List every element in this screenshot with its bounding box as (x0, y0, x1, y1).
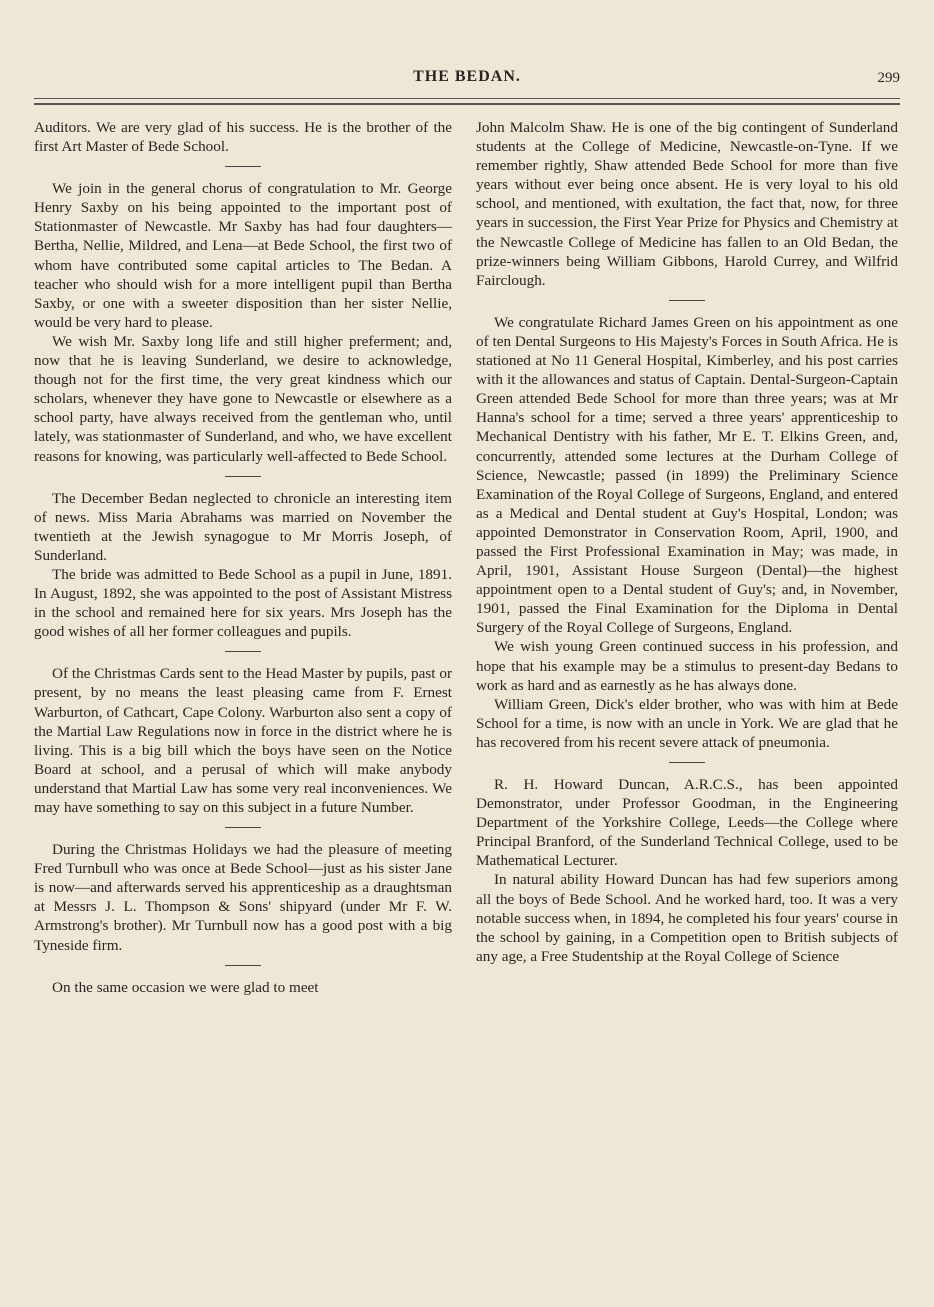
paragraph: We congratulate Richard James Green on his appointment as one of ten Dental Surgeons to His Majesty's Forces in South Africa. He is stationed at No 11 General Hospital, Kimberley, and his post carries with it the allowances and status of Captain. Dental-Surgeon-Captain Green attended Bede School for more than three years; was at Mr Hanna's school for a time; served a three years' apprenticeship to Mechanical Dentistry with his father, Mr E. T. Elkins Green, and, concurrently, attended some lectures at the Durham College of Science, Newcastle; passed (in 1899) the Preliminary Science Examination of the Royal College of Surgeons, England, and entered as a Medical and Dental student at Guy's Hospital, London; was appointed Demonstrator in Conservation Room, April, 1900, and passed the First Professional Examination in May; was made, in April, 1901, Assistant House Surgeon (Dental)—the highest appointment open to a Dental student of Guy's; and, in November, 1901, passed the Final Examination for the Diploma in Dental Surgery of the Royal College of Surgeons, England. (476, 313, 898, 637)
paragraph: Auditors. We are very glad of his success. He is the brother of the first Art Master of Bede School. (34, 119, 452, 156)
running-title: THE BEDAN. (413, 68, 521, 85)
paragraph: The December Bedan neglected to chronicle an interesting item of news. Miss Maria Abrahams was married on November the twentieth at the Jewish synagogue to Mr Morris Joseph, of Sunderland. (34, 489, 452, 564)
section-separator (225, 476, 261, 477)
section-separator (225, 651, 261, 652)
section-separator (669, 300, 705, 301)
paragraph: William Green, Dick's elder brother, who was with him at Bede School for a time, is now with an uncle in York. We are glad that he has recovered from his recent severe attack of pneumonia. (476, 695, 898, 751)
right-column (476, 118, 898, 966)
paragraph: We join in the general chorus of congratulation to Mr. George Henry Saxby on his being appointed to the important post of Stationmaster of Newcastle. Mr Saxby has had four daughters—Bertha, Nellie, Mildred, and Lena—at Bede School, the first two of whom have contributed some capital articles to The Bedan. A teacher who should wish for a more intelligent pupil than Bertha Saxby, or one with a sweeter disposition than her sister Nellie, would be very hard to please. (34, 180, 452, 331)
header-rule (34, 98, 900, 99)
paragraph: During the Christmas Holidays we had the pleasure of meeting Fred Turnbull who was once at Bede School—just as his sister Jane is now—and afterwards served his apprenticeship as a draughtsman at Messrs J. L. Thompson & Sons' shipyard (under Mr F. W. Armstrong's brother). Mr Turnbull now has a good post with a big Tyneside firm. (34, 841, 452, 954)
header-rule-double (34, 103, 900, 105)
paragraph: We wish young Green continued success in his profession, and hope that his example may be a stimulus to present-day Bedans to work as hard and as earnestly as he has always done. (476, 638, 898, 694)
section-separator (669, 762, 705, 763)
paragraph: On the same occasion we were glad to meet (52, 978, 319, 996)
paragraph: In natural ability Howard Duncan has had few superiors among all the boys of Bede School. And he worked hard, too. It was a very notable success when, in 1894, he completed his four years' course in the school by gaining, in a Competition open to British subjects of any age, a Free Studentship at the Royal College of Science (476, 871, 898, 965)
paragraph: R. H. Howard Duncan, A.R.C.S., has been appointed Demonstrator, under Professor Goodman, in the Engineering Department of the Yorkshire College, Leeds—the College where Principal Branford, of the Sunderland Technical College, used to be Mathematical Lecturer. (476, 776, 898, 870)
page-header (34, 68, 900, 94)
section-separator (225, 965, 261, 966)
paragraph: We wish Mr. Saxby long life and still higher preferment; and, now that he is leaving Sunderland, we desire to acknowledge, though not for the first time, the very great kindness which our scholars, whenever they have gone to Newcastle or elsewhere as a school party, have always received from the gentleman who, until lately, was stationmaster of Sunderland, and who, we have excellent reasons for knowing, was particularly well-affected to Bede School. (34, 332, 452, 465)
paragraph: Of the Christmas Cards sent to the Head Master by pupils, past or present, by no means the least pleasing came from F. Ernest Warburton, of Cathcart, Cape Colony. Warburton also sent a copy of the Martial Law Regulations now in force in the district where he is living. This is a big bill which the boys have seen on the Notice Board at school, and a perusal of which will make anybody understand that Martial Law has some very real inconveniences. We may have something to say on this subject in a future Number. (34, 665, 452, 816)
section-separator (225, 827, 261, 828)
section-separator (225, 166, 261, 167)
paragraph: John Malcolm Shaw. He is one of the big contingent of Sunderland students at the College of Medicine, Newcastle-on-Tyne. If we remember rightly, Shaw attended Bede School for more than five years without ever being once absent. He is very loyal to his old school, and mentioned, with exultation, the fact that, now, for three years in succession, the First Year Prize for Physics and Chemistry at the Newcastle College of Medicine has fallen to an Old Bedan, the prize-winners being William Gibbons, Harold Currey, and Wilfrid Fairclough. (476, 119, 898, 289)
left-column (34, 118, 452, 997)
page-number: 299 (877, 70, 900, 86)
paragraph: The bride was admitted to Bede School as a pupil in June, 1891. In August, 1892, she was appointed to the post of Assistant Mistress in the school and remained here for six years. Mrs Joseph has the good wishes of all her former colleagues and pupils. (34, 565, 452, 641)
